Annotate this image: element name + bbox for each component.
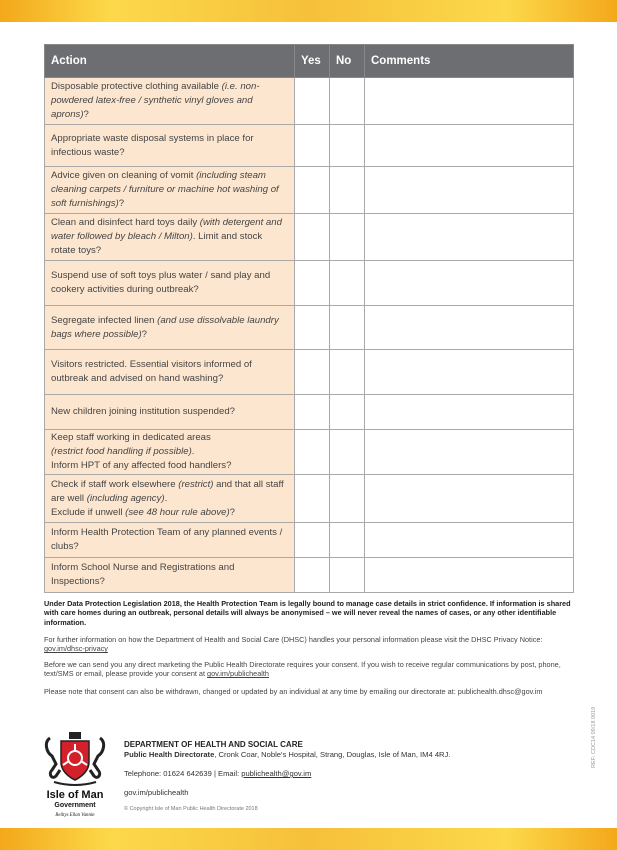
no-cell[interactable] (330, 214, 365, 261)
action-cell (45, 558, 295, 593)
no-cell[interactable] (330, 306, 365, 350)
action-cell (45, 214, 295, 261)
action-cell (45, 523, 295, 558)
yes-cell[interactable] (295, 125, 330, 167)
address-text: , Cronk Coar, Noble's Hospital, Strang, Douglas, Isle of Man, IM4 4RJ. (214, 750, 451, 759)
top-decorative-band (0, 0, 617, 22)
table-row (45, 214, 574, 261)
action-cell (45, 167, 295, 214)
no-cell[interactable] (330, 475, 365, 523)
action-text: and that all staff are well (51, 478, 284, 504)
action-text: . Limit and stock rotate toys? (51, 231, 263, 256)
comments-cell[interactable] (365, 125, 574, 167)
isle-of-man-government-logo (42, 730, 108, 820)
yes-cell[interactable] (295, 395, 330, 430)
table-row (45, 125, 574, 167)
no-cell[interactable] (330, 395, 365, 430)
action-text: Inform Health Protection Team of any planned events / clubs? (51, 527, 283, 552)
table-row (45, 558, 574, 593)
table-row (45, 395, 574, 430)
yes-cell[interactable] (295, 350, 330, 395)
action-text: Segregate infected linen (51, 314, 158, 326)
action-text: ? (229, 506, 235, 518)
comments-cell[interactable] (365, 430, 574, 475)
data-protection-notice: Under Data Protection Legislation 2018, the Health Protection Team is legally bound to manage case details in strict confidence. If information is shared with care homes during an outbreak, personal details will always be anonymised – we will never reveal the names of cases, or any other identifiable information. (44, 599, 571, 627)
table-header-row (45, 45, 574, 78)
table-row (45, 475, 574, 523)
table-row (45, 306, 574, 350)
header-action: Action (45, 45, 295, 78)
action-text: Clean and disinfect hard toys daily (51, 217, 200, 228)
action-cell (45, 125, 295, 167)
yes-cell[interactable] (295, 214, 330, 261)
withdraw-consent-notice: Please note that consent can also be withdrawn, changed or updated by an individual at any time by emailing our directorate at: publichealth.dhsc@gov.im (44, 687, 543, 696)
action-text: Appropriate waste disposal systems in place for infectious waste? (51, 132, 254, 158)
table-row (45, 430, 574, 475)
action-text: Inform School Nurse and Registrations and Inspections? (51, 562, 235, 587)
action-cell (45, 430, 295, 475)
yes-cell[interactable] (295, 558, 330, 593)
table-row (45, 78, 574, 125)
header-no: No (330, 45, 365, 78)
action-italic-text: (with detergent and water followed by bleach / Milton) (51, 217, 282, 242)
action-italic-text: (including steam cleaning carpets / furniture or machine hot washing of soft furnishings) (51, 170, 279, 209)
no-cell[interactable] (330, 78, 365, 125)
action-cell (45, 395, 295, 430)
directorate-name: Public Health Directorate (124, 750, 215, 759)
action-text: Disposable protective clothing available (51, 81, 222, 92)
action-italic-text: (and use dissolvable laundry bags where possible) (51, 314, 279, 340)
comments-cell[interactable] (365, 261, 574, 306)
action-text: Exclude if unwell (51, 506, 126, 518)
action-cell (45, 306, 295, 350)
no-cell[interactable] (330, 430, 365, 475)
comments-cell[interactable] (365, 475, 574, 523)
no-cell[interactable] (330, 125, 365, 167)
no-cell[interactable] (330, 558, 365, 593)
action-italic-text: (see 48 hour rule above) (125, 506, 230, 518)
action-text: Check if staff work elsewhere (51, 478, 179, 490)
no-cell[interactable] (330, 167, 365, 214)
action-text: . (164, 492, 168, 504)
marketing-consent-notice (44, 660, 574, 679)
action-cell (45, 350, 295, 395)
no-cell[interactable] (330, 350, 365, 395)
header-yes: Yes (295, 45, 330, 78)
action-text: Inform HPT of any affected food handlers? (51, 460, 232, 471)
yes-cell[interactable] (295, 261, 330, 306)
action-text: Visitors restricted. Essential visitors informed of outbreak and advised on hand washing? (51, 359, 252, 384)
action-text: . (191, 446, 195, 457)
bottom-decorative-band (0, 828, 617, 850)
action-cell (45, 475, 295, 523)
action-italic-text: (i.e. non-powdered latex-free / synthetic vinyl gloves and aprons) (51, 81, 260, 120)
yes-cell[interactable] (295, 475, 330, 523)
comments-cell[interactable] (365, 523, 574, 558)
action-text: ? (83, 109, 89, 120)
marketing-consent-link[interactable]: gov.im/publichealth (207, 669, 269, 679)
department-name: DEPARTMENT OF HEALTH AND SOCIAL CARE (124, 740, 303, 749)
comments-cell[interactable] (365, 167, 574, 214)
comments-cell[interactable] (365, 306, 574, 350)
yes-cell[interactable] (295, 523, 330, 558)
comments-cell[interactable] (365, 214, 574, 261)
table-row (45, 261, 574, 306)
table-row (45, 523, 574, 558)
privacy-link[interactable]: gov.im/dhsc-privacy (44, 644, 108, 654)
action-text: ? (141, 328, 148, 340)
privacy-notice (44, 635, 574, 654)
comments-cell[interactable] (365, 395, 574, 430)
department-address (124, 750, 450, 760)
action-text: Advice given on cleaning of vomit (51, 170, 197, 181)
action-italic-text: (restrict food handling if possible) (51, 446, 192, 457)
action-cell (45, 261, 295, 306)
website-link[interactable]: gov.im/publichealth (124, 788, 189, 797)
action-italic-text: (restrict) (178, 478, 214, 490)
logo-line2: Government (54, 802, 96, 809)
no-cell[interactable] (330, 523, 365, 558)
outbreak-checklist-table (44, 44, 574, 593)
privacy-text: For further information on how the Department of Health and Social Care (DHSC) handles your personal information please visit the DHSC Privacy Notice: (44, 635, 543, 644)
yes-cell[interactable] (295, 167, 330, 214)
logo-line1: Isle of Man (46, 789, 104, 801)
email-link[interactable]: publichealth@gov.im (241, 769, 312, 778)
action-italic-text: (including agency) (86, 492, 165, 504)
action-text: New children joining institution suspended? (51, 406, 235, 417)
marketing-text: Before we can send you any direct marketing the Public Health Directorate requires your consent. If you wish to receive regular communications by post, phone, text/SMS or email, please provide your consent at (44, 660, 561, 679)
action-cell (45, 78, 295, 125)
department-contact-block (124, 740, 450, 814)
logo-line3: Reiltys Ellan Vannin (55, 813, 95, 818)
action-text: ? (118, 198, 125, 209)
yes-cell[interactable] (295, 306, 330, 350)
copyright-text: © Copyright Isle of Man Public Health Directorate 2018 (124, 806, 258, 812)
reference-code: REF: CDC14 09/18 0019 (591, 706, 597, 768)
table-row (45, 350, 574, 395)
no-cell[interactable] (330, 261, 365, 306)
yes-cell[interactable] (295, 430, 330, 475)
header-comments: Comments (365, 45, 574, 78)
table-row (45, 167, 574, 214)
contact-line (124, 769, 450, 779)
comments-cell[interactable] (365, 558, 574, 593)
comments-cell[interactable] (365, 350, 574, 395)
comments-cell[interactable] (365, 78, 574, 125)
yes-cell[interactable] (295, 78, 330, 125)
action-text: Keep staff working in dedicated areas (51, 432, 211, 443)
action-text: Suspend use of soft toys plus water / sand play and cookery activities during outbreak? (51, 270, 271, 295)
telephone-text: Telephone: 01624 642639 | Email: (124, 769, 242, 778)
